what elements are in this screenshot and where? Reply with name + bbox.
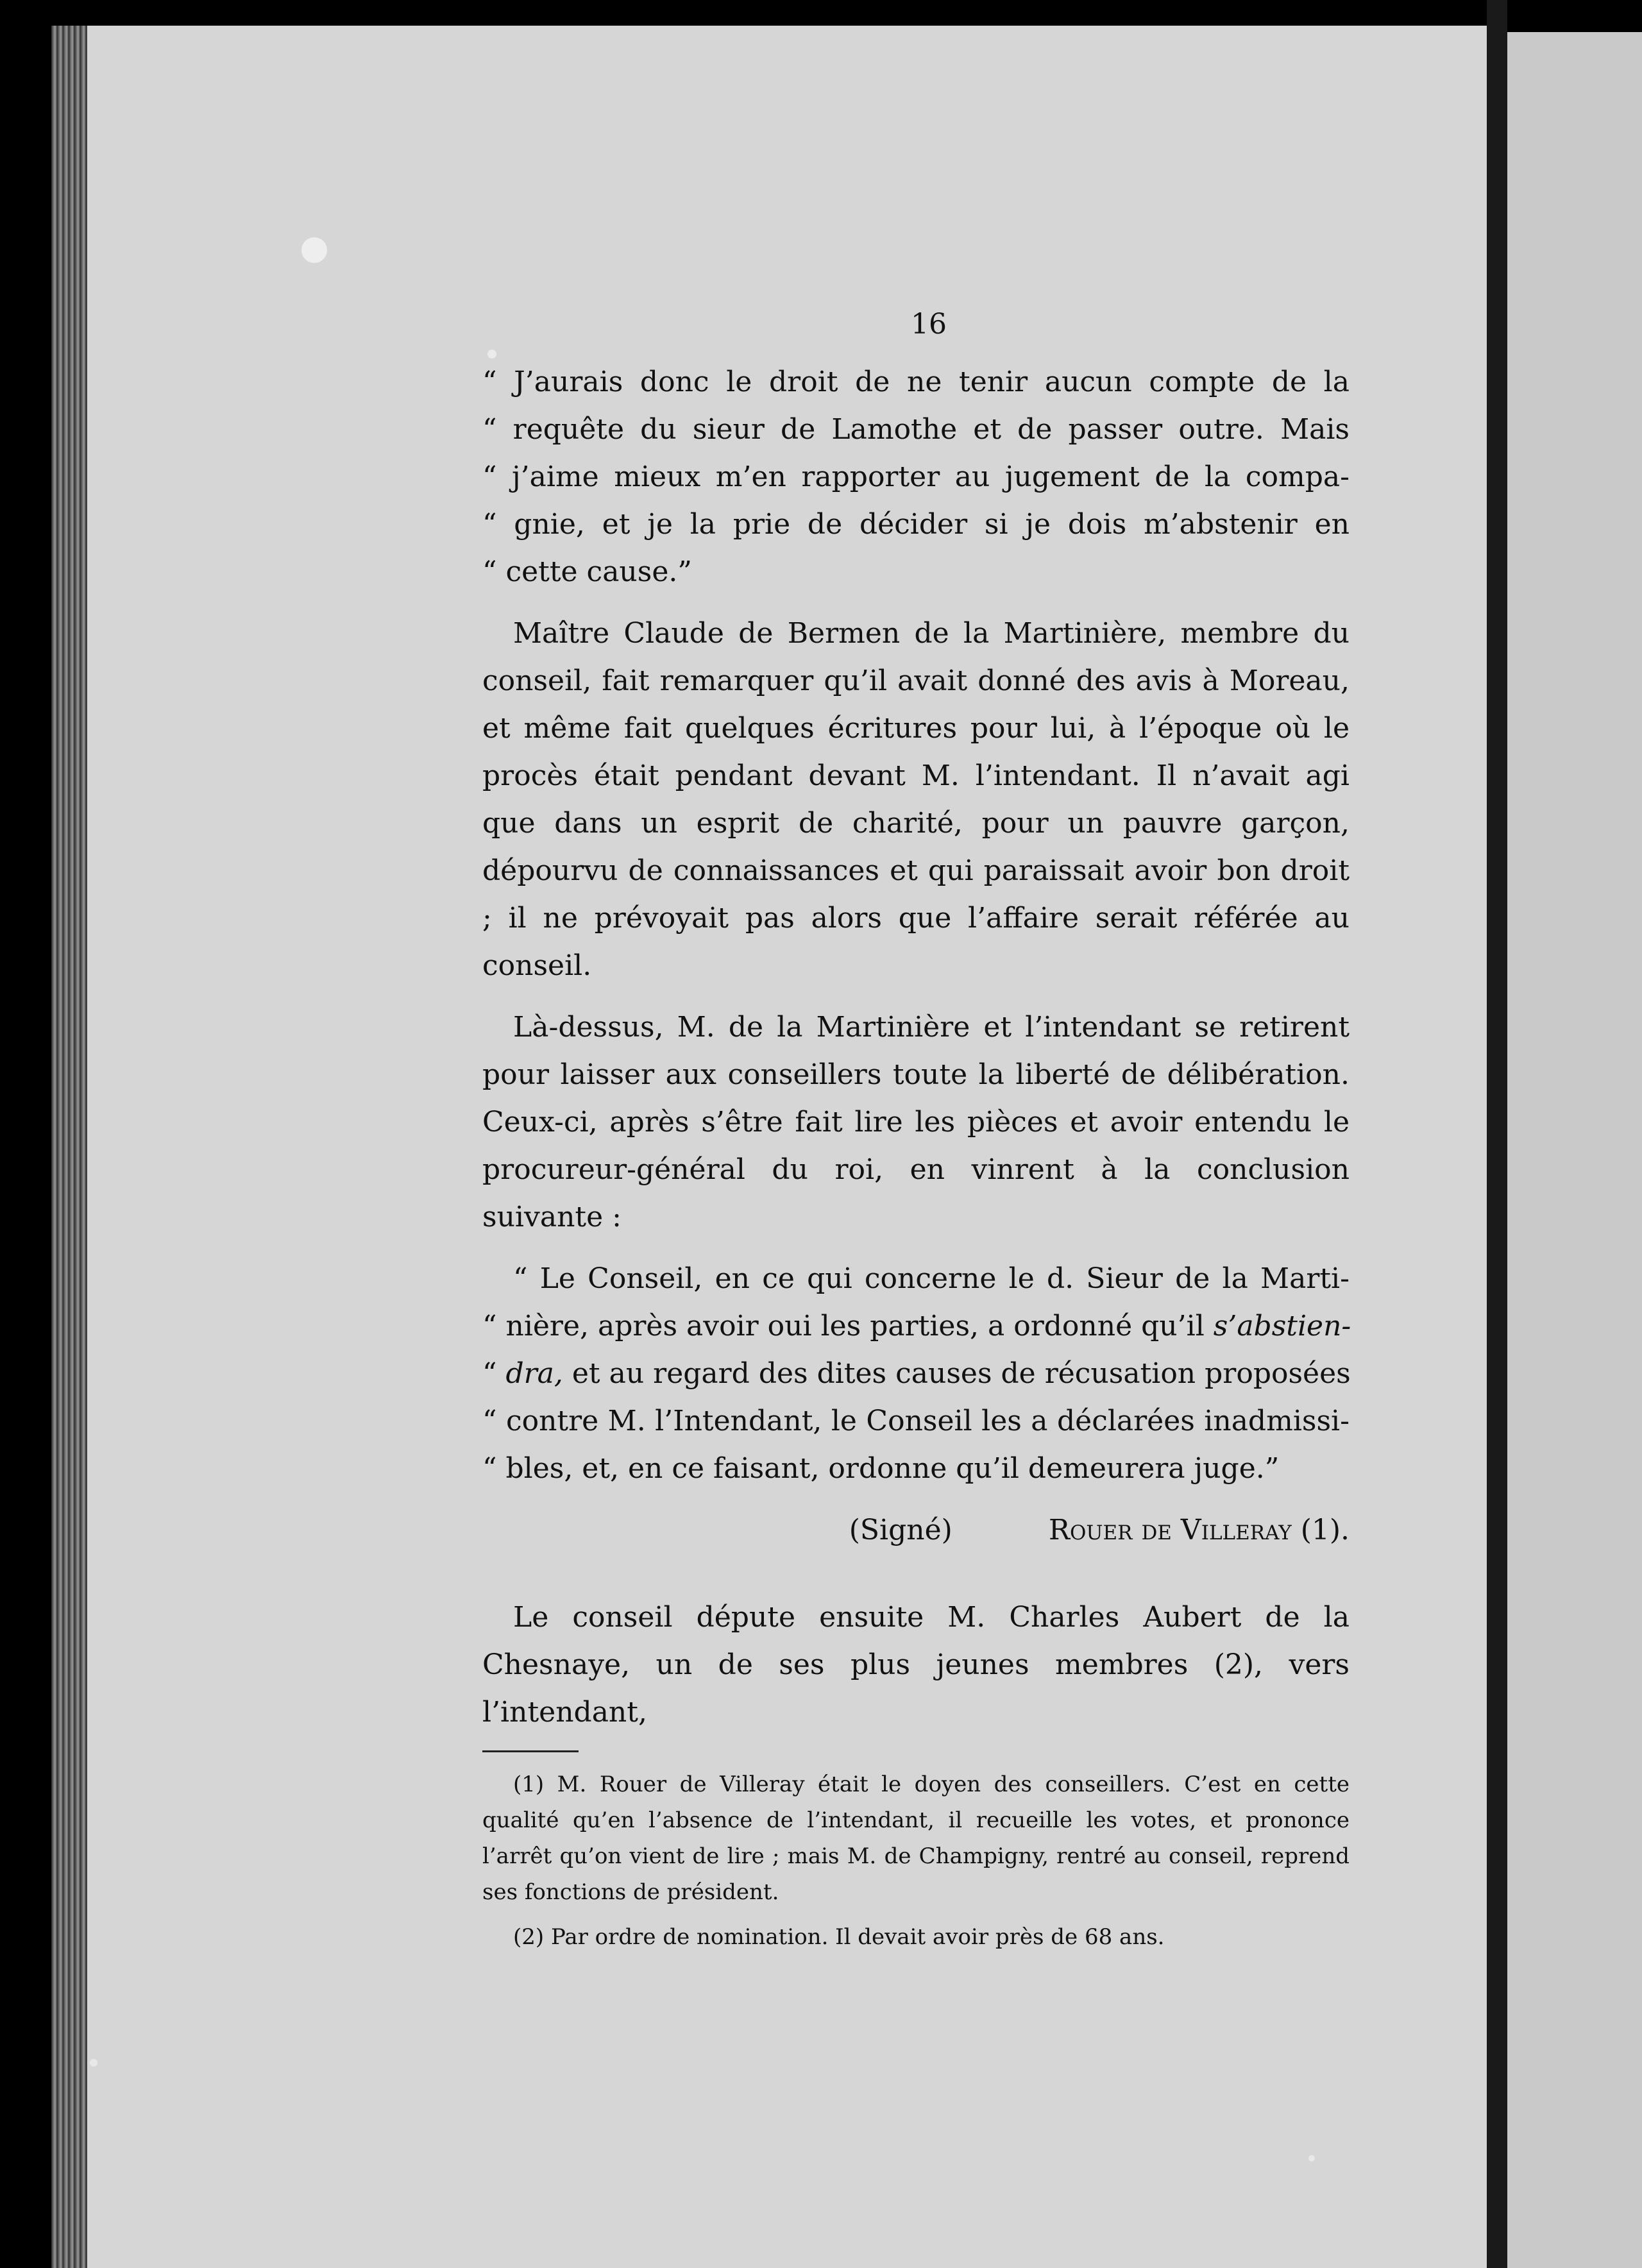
paragraph-deliberation: Là-dessus, M. de la Martinière et l’intendant se retirent pour laisser aux conseillers toute la liberté de délibération. Ceux-ci, après s’être fait lire les pièces et avoir entendu le procureur-général du roi, en vinrent à la conclusion suivante : xyxy=(482,1011,1350,1233)
page-text xyxy=(482,308,1350,1964)
footnote-reference: (1). xyxy=(1300,1514,1350,1546)
signature-name: Rouer de Villeray xyxy=(1048,1514,1292,1546)
gutter-shadow xyxy=(1487,0,1507,2268)
quote-line: “ j’aime mieux m’en rapporter au jugement de la compa- xyxy=(482,461,1350,493)
quote-line xyxy=(482,1350,1350,1398)
quote-text: “ xyxy=(482,1357,506,1390)
quote-conseil xyxy=(482,1255,1350,1493)
scan-speck xyxy=(1308,2155,1315,2162)
paragraph-martiniere: Maître Claude de Bermen de la Martinière, membre du conseil, fait remarquer qu’il avait donné des avis à Moreau, et même fait quelques écritures pour lui, à l’époque où le procès était pendant devant M. l’intendant. Il n’avait agi que dans un esprit de charité, pour un pauvre garçon, dépourvu de connaissances et qui paraissait avoir bon droit ; il ne prévoyait pas alors que l’affaire serait référée au conseil. xyxy=(482,617,1350,982)
footnote-divider xyxy=(482,1750,579,1752)
quote-text: et au regard des dites causes de récusation proposées xyxy=(563,1357,1351,1390)
quote-lamothe xyxy=(482,359,1350,596)
quote-line: “ gnie, et je la prie de décider si je dois m’abstenir en xyxy=(482,508,1350,541)
scan-speck xyxy=(90,2059,97,2067)
page-number: 16 xyxy=(911,308,947,341)
quote-line: “ J’aurais donc le droit de ne tenir aucun compte de la xyxy=(482,366,1350,398)
quote-line xyxy=(482,1303,1350,1350)
page-binding-edge xyxy=(51,26,87,2268)
footnote-2: (2) Par ordre de nomination. Il devait avoir près de 68 ans. xyxy=(513,1924,1165,1950)
quote-italic: s’abstien- xyxy=(1213,1310,1351,1342)
quote-line: “ Le Conseil, en ce qui concerne le d. Sieur de la Marti- xyxy=(513,1262,1350,1295)
quote-line: “ bles, et, en ce faisant, ordonne qu’il demeurera juge.” xyxy=(482,1452,1280,1485)
quote-line: “ cette cause.” xyxy=(482,555,692,588)
footnote-1: (1) M. Rouer de Villeray était le doyen des conseillers. C’est en cette qualité qu’en l’absence de l’intendant, il recueille les votes, et prononce l’arrêt qu’on vient de lire ; mais M. de Champigny, rentré au conseil, reprend ses fonctions de président. xyxy=(482,1772,1350,1905)
paragraph-chesnaye: Le conseil députe ensuite M. Charles Aubert de la Chesnaye, un de ses plus jeunes membres (2), vers l’intendant, xyxy=(482,1601,1350,1729)
quote-italic: dra, xyxy=(505,1357,563,1390)
signature-line xyxy=(482,1507,1350,1554)
adjacent-page-edge xyxy=(1507,32,1642,2268)
quote-line: “ requête du sieur de Lamothe et de passer outre. Mais xyxy=(482,413,1350,446)
quote-line: “ contre M. l’Intendant, le Conseil les a déclarées inadmissi- xyxy=(482,1405,1350,1437)
signature-name-group xyxy=(1049,1507,1350,1554)
scan-speck xyxy=(301,237,327,263)
signature-label: (Signé) xyxy=(849,1514,952,1546)
quote-text: “ nière, après avoir oui les parties, a ordonné qu’il xyxy=(482,1310,1214,1342)
